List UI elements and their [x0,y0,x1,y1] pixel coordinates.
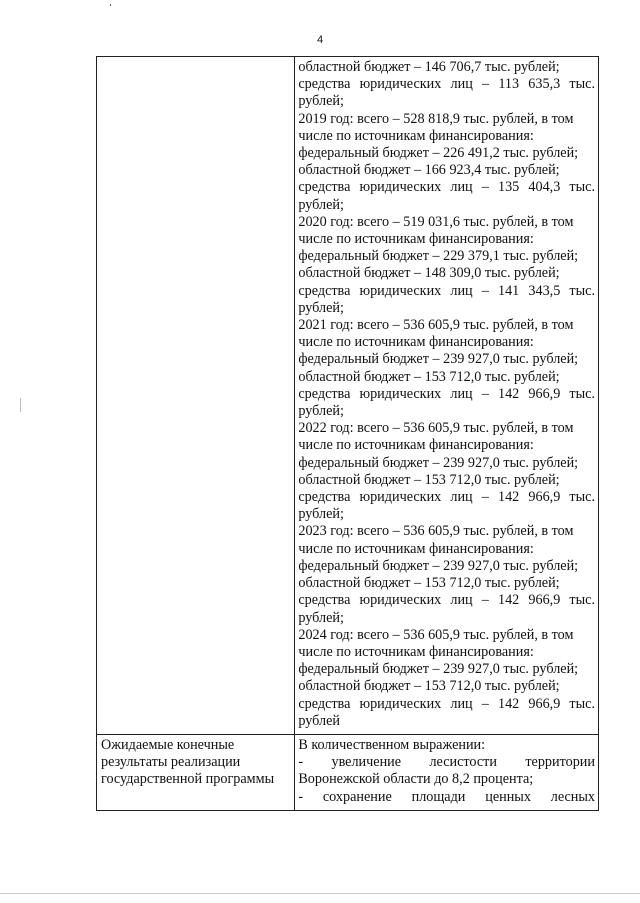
text-line: федеральный бюджет – 226 491,2 тыс. рублей; [298,145,579,162]
text-line: областной бюджет – 148 309,0 тыс. рублей; [298,265,560,282]
text-line: средства юридических лиц – 113 635,3 тыс. [298,76,595,93]
table-row-financing [97,57,599,735]
text-line: 2022 год: всего – 536 605,9 тыс. рублей, в том [298,420,574,437]
text-line: областной бюджет – 146 706,7 тыс. рублей; [298,59,560,75]
text-line: 2023 год: всего – 536 605,9 тыс. рублей, в том [298,523,574,540]
text-line: средства юридических лиц – 142 966,9 тыс. [298,489,595,506]
text-line: средства юридических лиц – 142 966,9 тыс. [298,592,595,609]
text-line: рублей; [298,609,344,626]
text-line: числе по источникам финансирования: [298,437,534,454]
label-line: Ожидаемые конечные [101,736,235,753]
text-line: федеральный бюджет – 239 927,0 тыс. рублей; [298,351,579,368]
text-line: - сохранение площади ценных лесных [298,788,595,805]
text-line: рублей [298,712,340,729]
row-financing-label-cell [97,57,295,735]
text-line: числе по источникам финансирования: [298,231,534,248]
label-line: результаты реализации [101,754,241,771]
text-line: 2024 год: всего – 536 605,9 тыс. рублей, в том [298,626,574,643]
text-line: областной бюджет – 166 923,4 тыс. рублей; [298,162,560,179]
text-line: федеральный бюджет – 239 927,0 тыс. рублей; [298,661,579,678]
expected-results-label-cell [97,734,295,810]
text-line: средства юридических лиц – 135 404,3 тыс. [298,179,595,196]
expected-results-cell [295,734,599,810]
text-line: 2020 год: всего – 519 031,6 тыс. рублей, в том [298,213,574,230]
text-line: числе по источникам финансирования: [298,643,534,660]
text-line: числе по источникам финансирования: [298,540,534,557]
margin-mark [20,398,21,412]
financing-lines [298,59,595,730]
text-line: рублей; [298,506,344,523]
text-line: В количественном выражении: [298,736,486,753]
page-number: 4 [316,34,324,46]
text-line: 2019 год: всего – 528 818,9 тыс. рублей, в том [298,110,574,127]
text-line: областной бюджет – 153 712,0 тыс. рублей; [298,678,560,695]
text-line: федеральный бюджет – 229 379,1 тыс. рублей; [298,248,579,265]
bottom-edge-line [0,893,640,894]
text-line: средства юридических лиц – 142 966,9 тыс. [298,695,595,712]
text-line: средства юридических лиц – 142 966,9 тыс. [298,385,595,402]
table-row-expected-results [97,734,599,810]
text-line: рублей; [298,93,344,110]
text-line: Воронежской области до 8,2 процента; [298,771,534,788]
text-line: числе по источникам финансирования: [298,127,534,144]
text-line: федеральный бюджет – 239 927,0 тыс. рублей; [298,454,579,471]
text-line: областной бюджет – 153 712,0 тыс. рублей; [298,575,560,592]
text-line: - увеличение лесистости территории [298,754,595,771]
text-line: средства юридических лиц – 141 343,5 тыс. [298,282,595,299]
financing-details-cell [295,57,599,735]
text-line: рублей; [298,299,344,316]
label-line: государственной программы [101,771,275,788]
program-passport-table [96,56,599,811]
text-line: рублей; [298,196,344,213]
text-line: областной бюджет – 153 712,0 тыс. рублей; [298,471,560,488]
text-line: рублей; [298,403,344,420]
text-line: областной бюджет – 153 712,0 тыс. рублей; [298,368,560,385]
text-line: 2021 год: всего – 536 605,9 тыс. рублей, в том [298,317,574,334]
expected-results-lines [298,737,595,806]
text-line: числе по источникам финансирования: [298,334,534,351]
expected-results-label [101,737,291,789]
scan-speck [110,4,111,6]
text-line: федеральный бюджет – 239 927,0 тыс. рублей; [298,557,579,574]
